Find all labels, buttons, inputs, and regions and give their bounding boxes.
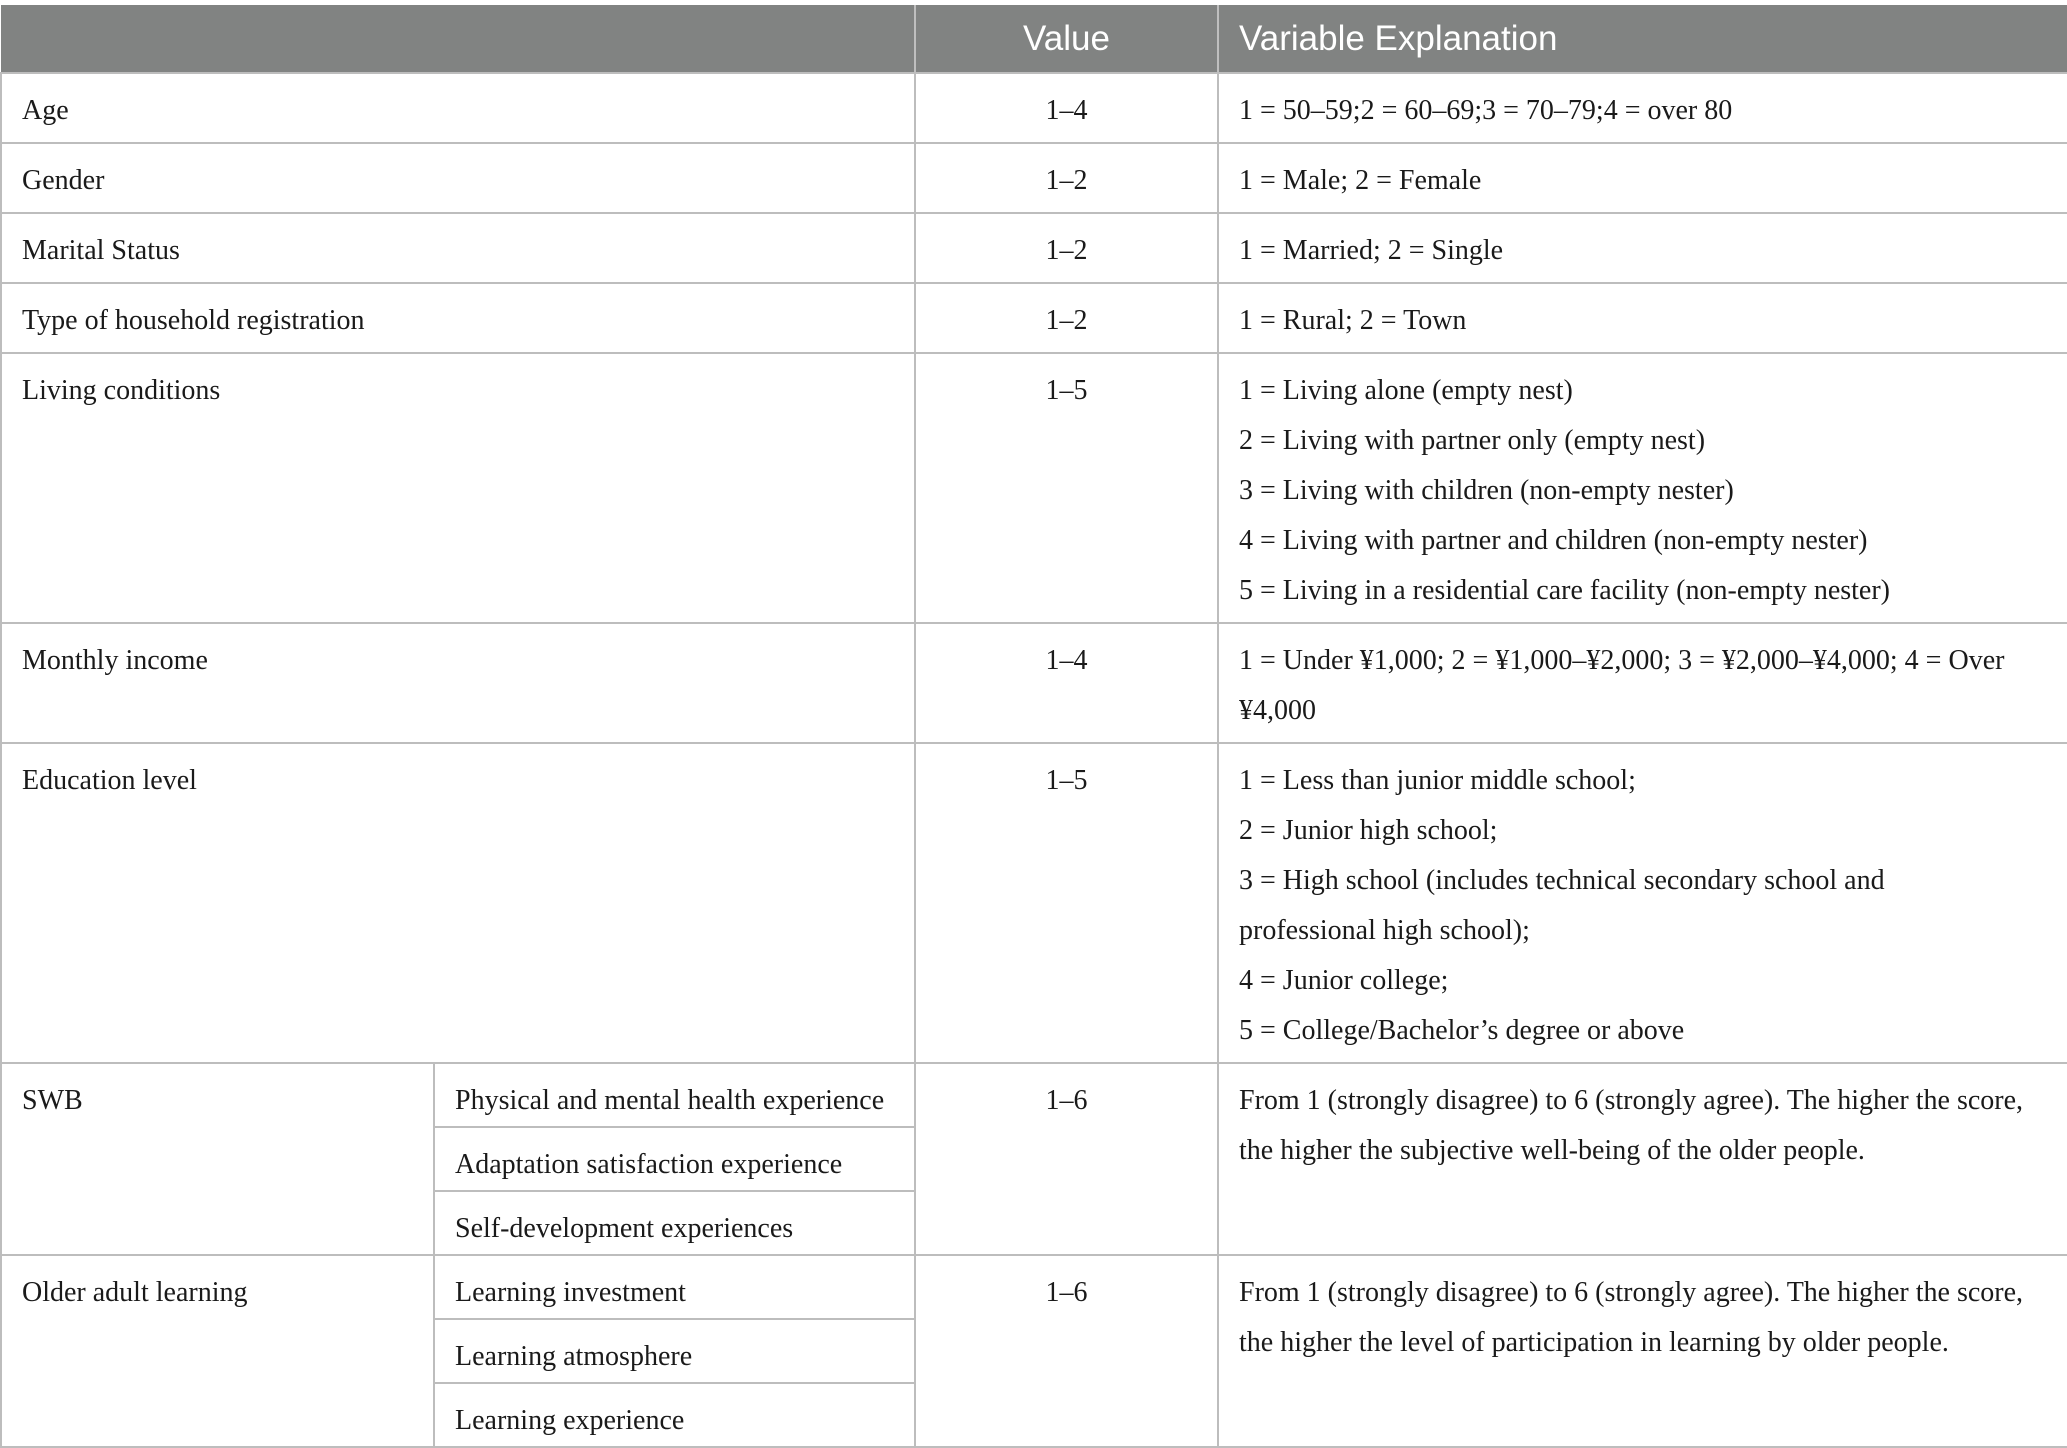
sub-dimension: Learning experience	[434, 1383, 915, 1447]
variable-explanation: From 1 (strongly disagree) to 6 (strongly agree). The higher the score, the higher the level of participation in learning by older people.	[1218, 1255, 2067, 1447]
variable-explanation: 1 = 50–59;2 = 60–69;3 = 70–79;4 = over 80	[1218, 73, 2067, 143]
variable-name: Type of household registration	[1, 283, 915, 353]
variable-name: Older adult learning	[1, 1255, 434, 1447]
value-range: 1–6	[915, 1063, 1218, 1255]
variable-explanation: 1 = Married; 2 = Single	[1218, 213, 2067, 283]
sub-dimension: Learning atmosphere	[434, 1319, 915, 1383]
variable-name: Education level	[1, 743, 915, 1063]
table-row	[1, 743, 2067, 1063]
value-range: 1–5	[915, 353, 1218, 623]
variable-name: Living conditions	[1, 353, 915, 623]
value-range: 1–2	[915, 143, 1218, 213]
table-row	[1, 623, 2067, 743]
variables-table	[0, 5, 2067, 1448]
variable-explanation: 1 = Living alone (empty nest) 2 = Living with partner only (empty nest) 3 = Living with children (non-empty nester) 4 = Living with partner and children (non-empty nester) 5 = Living in a residential care facility (non-empty nester)	[1218, 353, 2067, 623]
header-explanation: Variable Explanation	[1218, 5, 2067, 73]
table-row	[1, 73, 2067, 143]
table-row	[1, 353, 2067, 623]
table-row	[1, 1255, 2067, 1319]
sub-dimension: Physical and mental health experience	[434, 1063, 915, 1127]
table-row	[1, 213, 2067, 283]
value-range: 1–5	[915, 743, 1218, 1063]
sub-dimension: Self-development experiences	[434, 1191, 915, 1255]
sub-dimension: Learning investment	[434, 1255, 915, 1319]
value-range: 1–6	[915, 1255, 1218, 1447]
variable-explanation: 1 = Under ¥1,000; 2 = ¥1,000–¥2,000; 3 = ¥2,000–¥4,000; 4 = Over ¥4,000	[1218, 623, 2067, 743]
sub-dimension: Adaptation satisfaction experience	[434, 1127, 915, 1191]
table-row	[1, 143, 2067, 213]
table-row	[1, 1063, 2067, 1127]
value-range: 1–4	[915, 623, 1218, 743]
variable-name: Gender	[1, 143, 915, 213]
variable-explanation: 1 = Less than junior middle school; 2 = Junior high school; 3 = High school (includes technical secondary school and professional high school); 4 = Junior college; 5 = College/Bachelor’s degree or above	[1218, 743, 2067, 1063]
variable-explanation: 1 = Rural; 2 = Town	[1218, 283, 2067, 353]
value-range: 1–4	[915, 73, 1218, 143]
header-row	[1, 5, 2067, 73]
header-variable	[1, 5, 915, 73]
variable-explanation: 1 = Male; 2 = Female	[1218, 143, 2067, 213]
table-row	[1, 283, 2067, 353]
value-range: 1–2	[915, 283, 1218, 353]
variable-explanation: From 1 (strongly disagree) to 6 (strongly agree). The higher the score, the higher the subjective well-being of the older people.	[1218, 1063, 2067, 1255]
header-value: Value	[915, 5, 1218, 73]
variable-name: Marital Status	[1, 213, 915, 283]
variable-name: SWB	[1, 1063, 434, 1255]
value-range: 1–2	[915, 213, 1218, 283]
variable-name: Monthly income	[1, 623, 915, 743]
variable-name: Age	[1, 73, 915, 143]
